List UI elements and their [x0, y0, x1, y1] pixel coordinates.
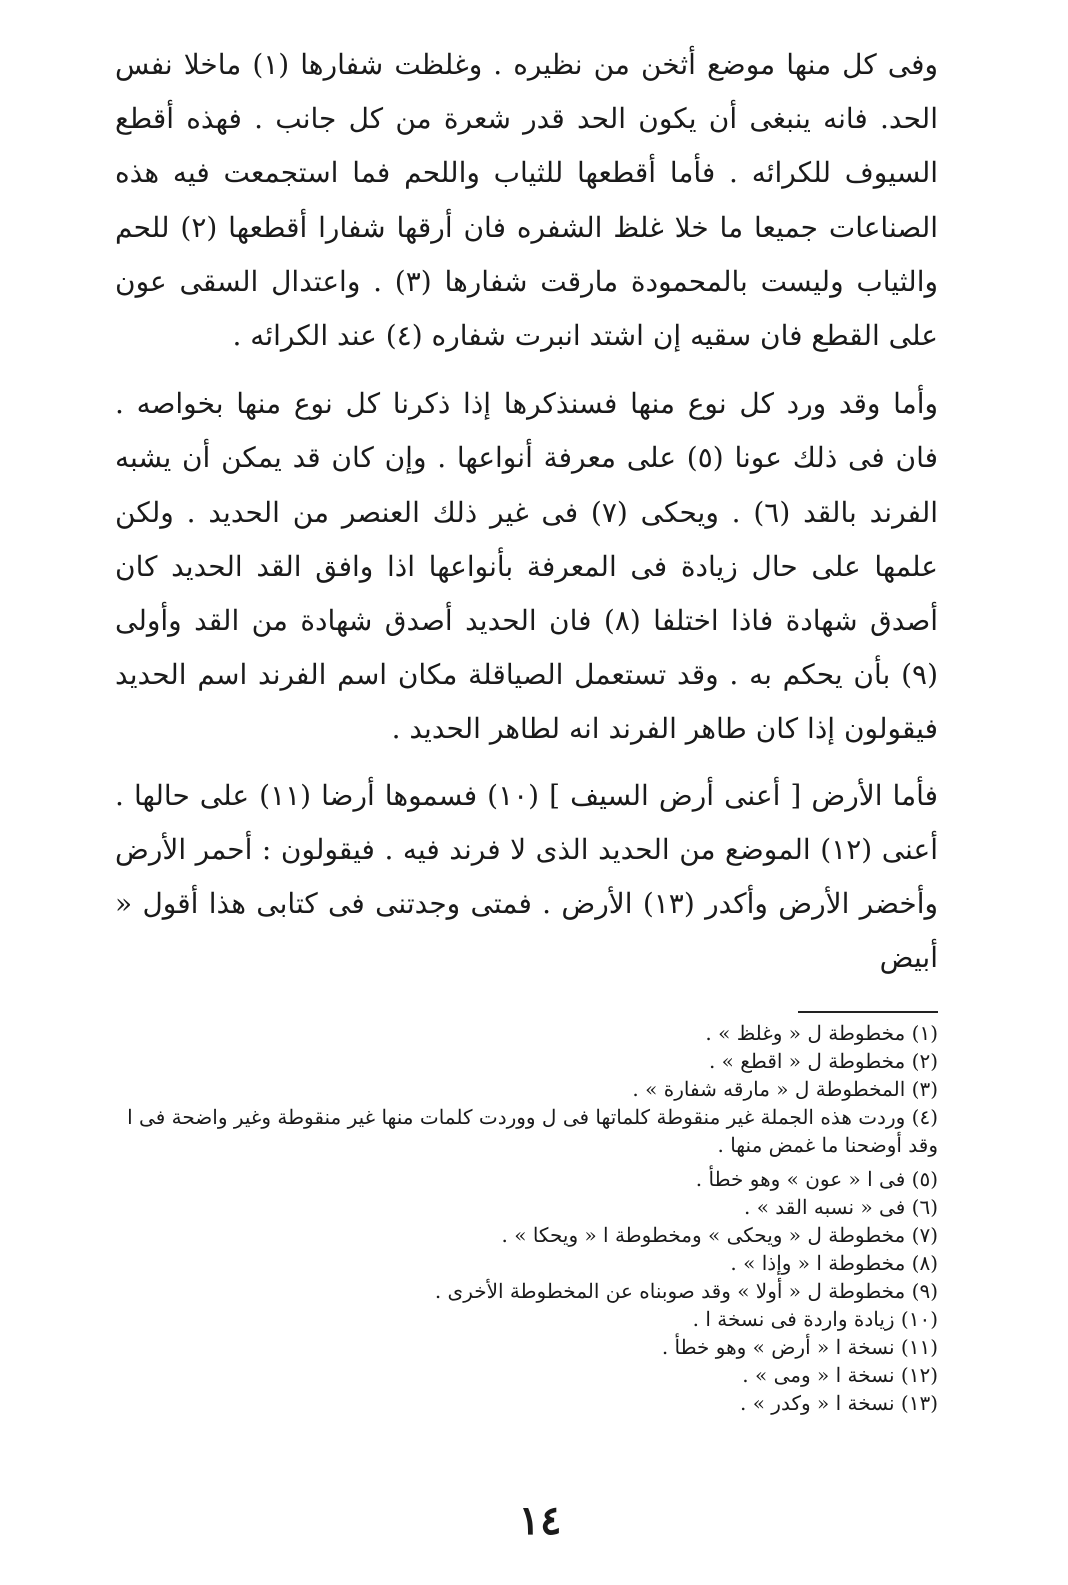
footnote-12: (١٢) نسخة ا « ومى » . [742, 1363, 938, 1388]
footnote-13: (١٣) نسخة ا « وكدر » . [739, 1391, 938, 1416]
footnote-8: (٨) مخطوطة ا « وإذا » . [730, 1251, 938, 1276]
footnote-6: (٦) فى « نسبه القد » . [743, 1195, 938, 1220]
footnotes-list [115, 1019, 938, 1417]
footnote-3: (٣) المخطوطة ل « مارقه شفارة » . [632, 1077, 938, 1102]
main-text [115, 38, 938, 985]
footnote-7: (٧) مخطوطة ل « ويحكى » ومخطوطة ا « ويحكا » . [501, 1223, 938, 1248]
paragraph-2: وأما وقد ورد كل نوع منها فسنذكرها إذا ذكرنا كل نوع منها بخواصه . فان فى ذلك عونا (٥) على معرفة أنواعها . وإن كان قد يمكن أن يشبه الفرند بالقد (٦) . ويحكى (٧) فى غير ذلك العنصر من الحديد . ولكن علمها على حال زيادة فى المعرفة بأنواعها اذا وافق القد الحديد كان أصدق شهادة فاذا اختلفا (٨) فان الحديد أصدق شهادة من القد وأولى (٩) بأن يحكم به . وقد تستعمل الصياقلة مكان اسم الفرند اسم الحديد فيقولون إذا كان طاهر الفرند انه لطاهر الحديد . [115, 387, 939, 746]
page-number: ١٤ [518, 1497, 562, 1544]
footnote-5: (٥) فى ا « عون » وهو خطأ . [695, 1167, 938, 1192]
footnote-divider [798, 1011, 938, 1013]
footnote-2: (٢) مخطوطة ل « اقطع » . [708, 1049, 938, 1074]
footnote-4: (٤) وردت هذه الجملة غير منقوطة كلماتها فى ل ووردت كلمات منها غير منقوطة وغير واضحة فى ا وقد أوضحنا ما غمض منها . [127, 1105, 938, 1158]
footnote-10: (١٠) زيادة واردة فى نسخة ا . [692, 1307, 938, 1332]
footnote-9: (٩) مخطوطة ل « أولا » وقد صوبناه عن المخطوطة الأخرى . [434, 1279, 938, 1304]
footnote-1: (١) مخطوطة ل « وغلظ » . [705, 1021, 938, 1046]
paragraph-1: وفى كل منها موضع أثخن من نظيره . وغلظت شفارها (١) ماخلا نفس الحد. فانه ينبغى أن يكون الحد قدر شعرة من كل جانب . فهذه أقطع السيوف للكرائه . فأما أقطعها للثياب واللحم فما استجمعت فيه هذه الصناعات جميعا ما خلا غلظ الشفره فان أرقها شفارا أقطعها (٢) للحم والثياب وليست بالمحمودة مارقت شفارها (٣) . واعتدال السقى عون على القطع فان سقيه إن اشتد انبرت شفاره (٤) عند الكرائه . [115, 48, 939, 353]
paragraph-3: فأما الأرض [ أعنى أرض السيف ] (١٠) فسموها أرضا (١١) على حالها . أعنى (١٢) الموضع من الحديد الذى لا فرند فيه . فيقولون : أحمر الأرض وأخضر الأرض وأكدر (١٣) الأرض . فمتى وجدتنى فى كتابى هذا أقول « أبيض [115, 778, 939, 975]
footnote-11: (١١) نسخة ا « أرض » وهو خطأ . [661, 1335, 938, 1360]
